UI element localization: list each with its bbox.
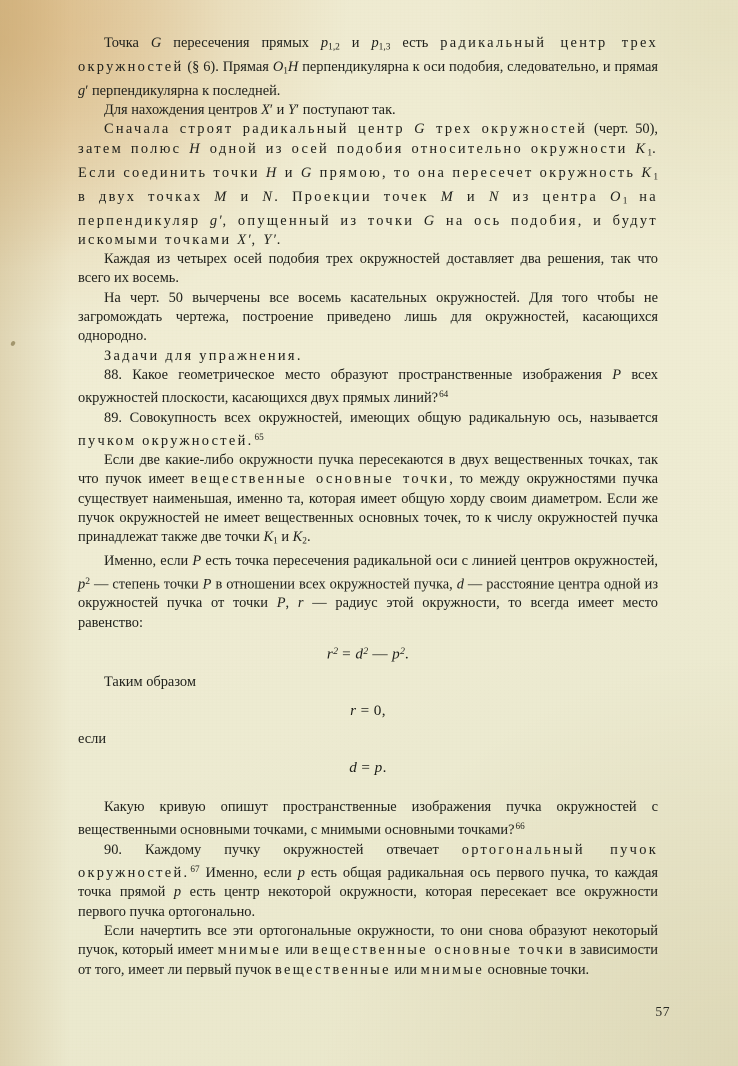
math-italic: K <box>263 529 274 546</box>
emphasized-spaced-text: Задачи для упражнения. <box>104 347 303 364</box>
display-equation-3 <box>78 758 658 777</box>
math-italic: p <box>320 35 329 51</box>
math-italic: p <box>78 576 86 593</box>
emphasized-spaced-text: вещественные основные точки <box>312 942 566 959</box>
emphasized-spaced-text: вещественные основные точки <box>191 471 450 488</box>
text-run: Если две какие-либо окружности пучка пересекаются в двух вещественных точках, так что пучок имеет <box>78 452 658 488</box>
emphasized-spaced-text: , опущенный из точки <box>222 212 424 229</box>
math-superscript: 2 <box>333 646 338 658</box>
text-run: пересечения прямых <box>161 35 321 51</box>
emphasized-spaced-text: N <box>262 188 275 205</box>
math-italic: P <box>202 576 212 593</box>
math-subscript: 1 <box>273 536 278 547</box>
emphasized-spaced-text: Сначала строят радикальный центр <box>104 121 415 138</box>
text-run: Именно, если <box>104 553 193 570</box>
math-italic: p <box>173 884 182 901</box>
paragraph <box>78 101 658 120</box>
text-run: . <box>306 529 311 546</box>
math-italic: r <box>326 645 334 663</box>
math-italic: p <box>371 35 379 51</box>
paragraph <box>78 250 658 289</box>
math-subscript: 1 <box>647 148 653 159</box>
emphasized-spaced-text: ортогональный пучок окружностей. <box>78 841 658 882</box>
math-italic: r <box>297 595 304 612</box>
text-run: основные точки. <box>484 961 590 978</box>
text-run: (черт. 50), <box>587 121 658 138</box>
text-run: Именно, если <box>199 865 298 882</box>
math-italic: p <box>374 758 383 776</box>
emphasized-spaced-text: H <box>265 164 279 181</box>
text-run: — расстояние центра одной из окружностей пучка от точки <box>78 576 658 612</box>
text-run: ′ <box>219 212 223 229</box>
emphasized-spaced-text: в двух точках <box>78 188 215 205</box>
emphasized-spaced-text: G <box>300 164 314 181</box>
emphasized-spaced-text: X <box>237 231 249 248</box>
text-run: , <box>381 702 386 720</box>
text-run: 90. Каждому пучку окружностей отвечает <box>104 841 462 858</box>
paragraph <box>78 841 658 922</box>
math-italic: K <box>292 529 303 546</box>
emphasized-spaced-text: M <box>214 188 229 205</box>
leadin-takim-obrazom: Таким образом <box>104 673 196 690</box>
math-italic: Y <box>287 102 296 119</box>
math-subscript: 1 <box>653 172 659 183</box>
page-gutter-shadow <box>0 0 70 1066</box>
emphasized-spaced-text: N <box>488 188 501 205</box>
emphasized-spaced-text: из центра <box>500 188 611 205</box>
math-italic: P <box>192 553 202 570</box>
text-run: и <box>277 529 293 546</box>
text-run: Для нахождения центров <box>104 102 262 119</box>
text-run: есть <box>390 35 441 51</box>
text-run: . <box>382 758 387 776</box>
text-run: есть центр некоторой окружности, которая пересекает все окружности первого пучка ортогонально. <box>78 884 658 920</box>
text-run: , <box>285 595 298 612</box>
text-run: Если начертить все эти ортогональные окружности, то они снова образуют некоторый пучок, который имеет <box>78 923 658 959</box>
text-run: ′ <box>295 102 300 119</box>
emphasized-spaced-text: и <box>455 188 489 205</box>
display-equation-1 <box>78 642 658 664</box>
text-run: 0 <box>373 702 382 720</box>
spacer-after-equation-1 <box>78 664 658 673</box>
emphasized-spaced-text: K <box>635 140 648 157</box>
text-run: поступают так. <box>299 102 396 119</box>
math-italic: g <box>78 82 86 99</box>
text-run: — радиус этой окружности, то всегда имеет место равенство: <box>78 595 658 631</box>
math-italic: P <box>612 366 622 383</box>
text-run: Какую кривую опишут пространственные изображения пучка окружностей с вещественными основными точками, с мнимыми основными точками? <box>78 799 658 839</box>
math-italic: O <box>272 58 284 75</box>
math-italic: d <box>349 758 358 776</box>
paragraph <box>78 34 658 101</box>
emphasized-spaced-text: . Проекции точек <box>274 188 441 205</box>
math-subscript: 1,2 <box>328 42 340 53</box>
emphasized-spaced-text: пучком окружностей. <box>78 432 254 449</box>
emphasized-spaced-text: затем полюс <box>78 140 190 157</box>
text-run: или <box>390 961 421 978</box>
emphasized-spaced-text: вещественные <box>275 961 391 978</box>
paragraph <box>78 409 658 452</box>
text-run: . <box>404 645 410 663</box>
page-number: 57 <box>655 1004 670 1019</box>
emphasized-spaced-text: K <box>641 164 654 181</box>
main-text-block <box>78 34 658 633</box>
footnote-marker: 67 <box>190 864 200 875</box>
text-run: и <box>273 102 288 119</box>
text-run: ′. <box>273 231 281 248</box>
emphasized-spaced-text: мнимые <box>420 961 485 978</box>
math-italic: X <box>261 102 270 119</box>
math-superscript: 2 <box>363 646 369 658</box>
spacer-after-equation-3 <box>78 777 658 798</box>
text-run: — степень точки <box>90 576 203 593</box>
text-run: ′ <box>248 231 252 248</box>
math-italic: d <box>456 576 464 593</box>
text-run: в отношении всех окружностей пучка, <box>211 576 457 593</box>
text-run: или <box>281 942 313 959</box>
paper-speck <box>10 340 16 346</box>
text-run: ′ <box>269 102 274 119</box>
emphasized-spaced-text: мнимые <box>217 942 282 959</box>
math-italic: d <box>355 645 364 663</box>
math-superscript: 2 <box>85 575 90 587</box>
math-subscript: 1 <box>283 66 288 77</box>
math-italic: r <box>350 702 357 720</box>
paragraph <box>78 366 658 409</box>
math-italic: p <box>392 645 401 663</box>
emphasized-spaced-text: трех окружностей <box>426 121 588 138</box>
emphasized-spaced-text: M <box>440 188 456 205</box>
emphasized-spaced-text: Y <box>263 231 274 248</box>
paragraph <box>78 922 658 980</box>
paragraph <box>78 347 658 366</box>
paragraph <box>78 120 658 250</box>
text-run: На черт. 50 вычерчены все восемь касательных окружностей. Для того чтобы не загромождать чертежа, построение приведено лишь для окружностей, касающихся однородно. <box>78 289 658 345</box>
spacer-before-equation-3 <box>78 749 658 758</box>
text-run: всех окружностей плоскости, касающихся двух прямых линий? <box>78 366 658 407</box>
text-run: в зависимости от того, имеет ли первый пучок <box>78 942 658 978</box>
math-italic: G <box>150 35 162 51</box>
text-run: Каждая из четырех осей подобия трех окружностей доставляет два решения, так что всего их восемь. <box>78 251 658 287</box>
text-run: = <box>357 758 375 776</box>
footnote-marker: 66 <box>515 821 525 832</box>
math-italic: P <box>276 595 286 612</box>
emphasized-spaced-text: и <box>278 164 301 181</box>
page-body-text <box>78 34 658 980</box>
emphasized-spaced-text: одной из осей подобия относительно окружности <box>201 140 636 157</box>
emphasized-spaced-text: G <box>414 121 427 138</box>
math-superscript: 2 <box>400 646 405 658</box>
math-subscript: 1 <box>622 196 628 207</box>
emphasized-spaced-text: . Если соединить точки <box>78 140 658 181</box>
emphasized-spaced-text: H <box>189 140 202 157</box>
spacer-before-equation-1 <box>78 633 658 642</box>
emphasized-spaced-text: и <box>228 188 263 205</box>
text-run: ′ <box>85 82 89 99</box>
footnote-marker: 65 <box>254 431 264 442</box>
text-run: 88. Какое геометрическое место образуют пространственные изображения <box>104 366 613 383</box>
math-italic: p <box>297 865 305 882</box>
text-run: = <box>337 645 356 663</box>
text-run: есть общая радикальная ось первого пучка, то каждая точка прямой <box>78 865 658 901</box>
text-run: , то между окружностями пучка существует наименьшая, именно та, которая имеет общую хорду своим диаметром. Если же пучок окружностей не имеет вещественных основных точек, то к числу окружностей пучка принадлежат также две точки <box>78 471 658 546</box>
paragraph <box>78 552 658 633</box>
text-run: Точка <box>104 35 151 51</box>
footnote-marker: 64 <box>439 389 449 400</box>
emphasized-spaced-text: на перпендикуляр <box>78 188 658 229</box>
math-subscript: 1,3 <box>378 42 391 53</box>
text-run: перпендикулярна к оси подобия, следовательно, и прямая <box>298 58 659 75</box>
leadin-esli: если <box>78 730 107 747</box>
emphasized-spaced-text: G <box>423 212 437 229</box>
display-equation-2 <box>78 701 658 720</box>
math-italic: H <box>287 58 299 75</box>
emphasized-spaced-text: радикальный центр трех окружностей <box>78 35 658 75</box>
tail-text-block <box>78 798 658 980</box>
text-run: 89. Совокупность всех окружностей, имеющих общую радикальную ось, называется <box>104 409 658 426</box>
text-run: и <box>339 35 372 51</box>
math-subscript: 2 <box>302 536 307 547</box>
emphasized-spaced-text: , <box>251 231 264 248</box>
spacer-before-equation-2 <box>78 692 658 701</box>
emphasized-spaced-text: O <box>610 188 623 205</box>
emphasized-spaced-text: g <box>209 212 220 229</box>
emphasized-spaced-text: прямою, то она пересечет окружность <box>313 164 642 181</box>
text-run: перпендикулярна к последней. <box>88 82 281 99</box>
text-run: = <box>356 702 374 720</box>
paragraph <box>78 451 658 552</box>
paragraph <box>78 798 658 841</box>
emphasized-spaced-text: на ось подобия, и будут искомыми точками <box>78 212 658 248</box>
text-run: есть точка пересечения радикальной оси с линией центров окружностей, <box>201 553 658 570</box>
text-run: (§ 6). Прямая <box>183 58 273 75</box>
spacer-after-equation-2 <box>78 721 658 730</box>
paragraph <box>78 289 658 347</box>
text-run: — <box>368 645 393 663</box>
